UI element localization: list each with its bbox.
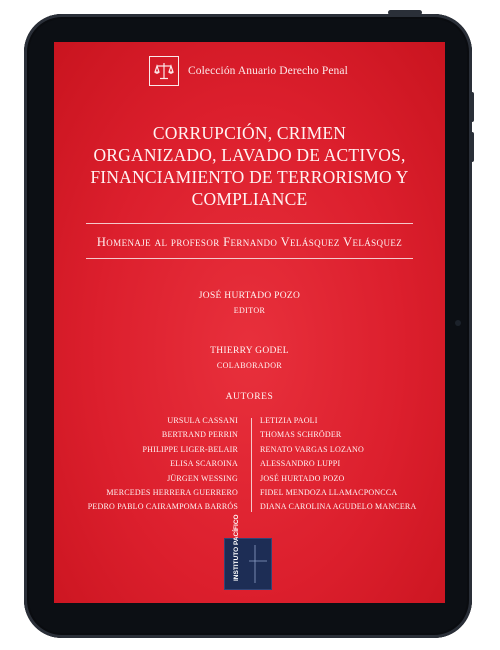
book-title: [54, 122, 445, 210]
author-name: FIDEL MENDOZA LLAMACPONCCA: [260, 488, 398, 498]
title-line: CORRUPCIÓN, CRIMEN: [152, 123, 347, 143]
author-name: LETIZIA PAOLI: [260, 416, 318, 425]
book-cover: [54, 42, 445, 603]
author-name: ALESSANDRO LUPPI: [260, 459, 341, 469]
collaborator-role: COLABORADOR: [216, 361, 283, 370]
author-name: MERCEDES HERRERA GUERRERO: [106, 488, 238, 498]
publisher-name: INSTITUTO PACÍFICO: [233, 514, 240, 581]
title-line: COMPLIANCE: [191, 189, 308, 209]
authors-right-column: [260, 414, 416, 515]
author-name: PEDRO PABLO CAIRAMPOMA BARRÓS: [87, 502, 238, 512]
book-subtitle: Homenaje al profesor Fernando Velásquez Velásquez: [96, 235, 403, 249]
collaborator-name: THIERRY GODEL: [210, 346, 289, 356]
author-name: JOSÉ HURTADO POZO: [260, 473, 345, 483]
title-line: ORGANIZADO, LAVADO DE ACTIVOS,: [93, 145, 406, 165]
divider-top: [86, 223, 413, 224]
authors-list: [54, 414, 445, 514]
scales-of-justice-icon: [149, 56, 179, 86]
authors-heading: AUTORES: [225, 392, 274, 402]
author-name: URSULA CASSANI: [167, 416, 238, 425]
volume-up-button: [470, 92, 474, 122]
series-name: Colección Anuario Derecho Penal: [188, 65, 348, 77]
publisher-logo: [224, 514, 272, 590]
author-name: PHILIPPE LIGER-BELAIR: [142, 444, 238, 454]
authors-left-column: [88, 414, 238, 515]
editor-role: EDITOR: [233, 306, 266, 315]
volume-down-button: [470, 132, 474, 162]
camera-dot: [455, 320, 461, 326]
series-header: [149, 56, 348, 86]
divider-bottom: [86, 258, 413, 259]
editor-name: JOSÉ HURTADO POZO: [198, 291, 301, 301]
author-name: THOMAS SCHRÖDER: [260, 430, 342, 440]
authors-divider: [251, 418, 252, 512]
author-name: BERTRAND PERRIN: [161, 430, 238, 440]
author-name: RENATO VARGAS LOZANO: [260, 444, 365, 454]
author-name: JÜRGEN WESSING: [167, 473, 238, 483]
author-name: DIANA CAROLINA AGUDELO MANCERA: [260, 502, 417, 512]
author-name: ELISA SCAROINA: [170, 459, 238, 469]
power-button: [388, 10, 422, 15]
title-line: FINANCIAMIENTO DE TERRORISMO Y: [90, 167, 409, 187]
